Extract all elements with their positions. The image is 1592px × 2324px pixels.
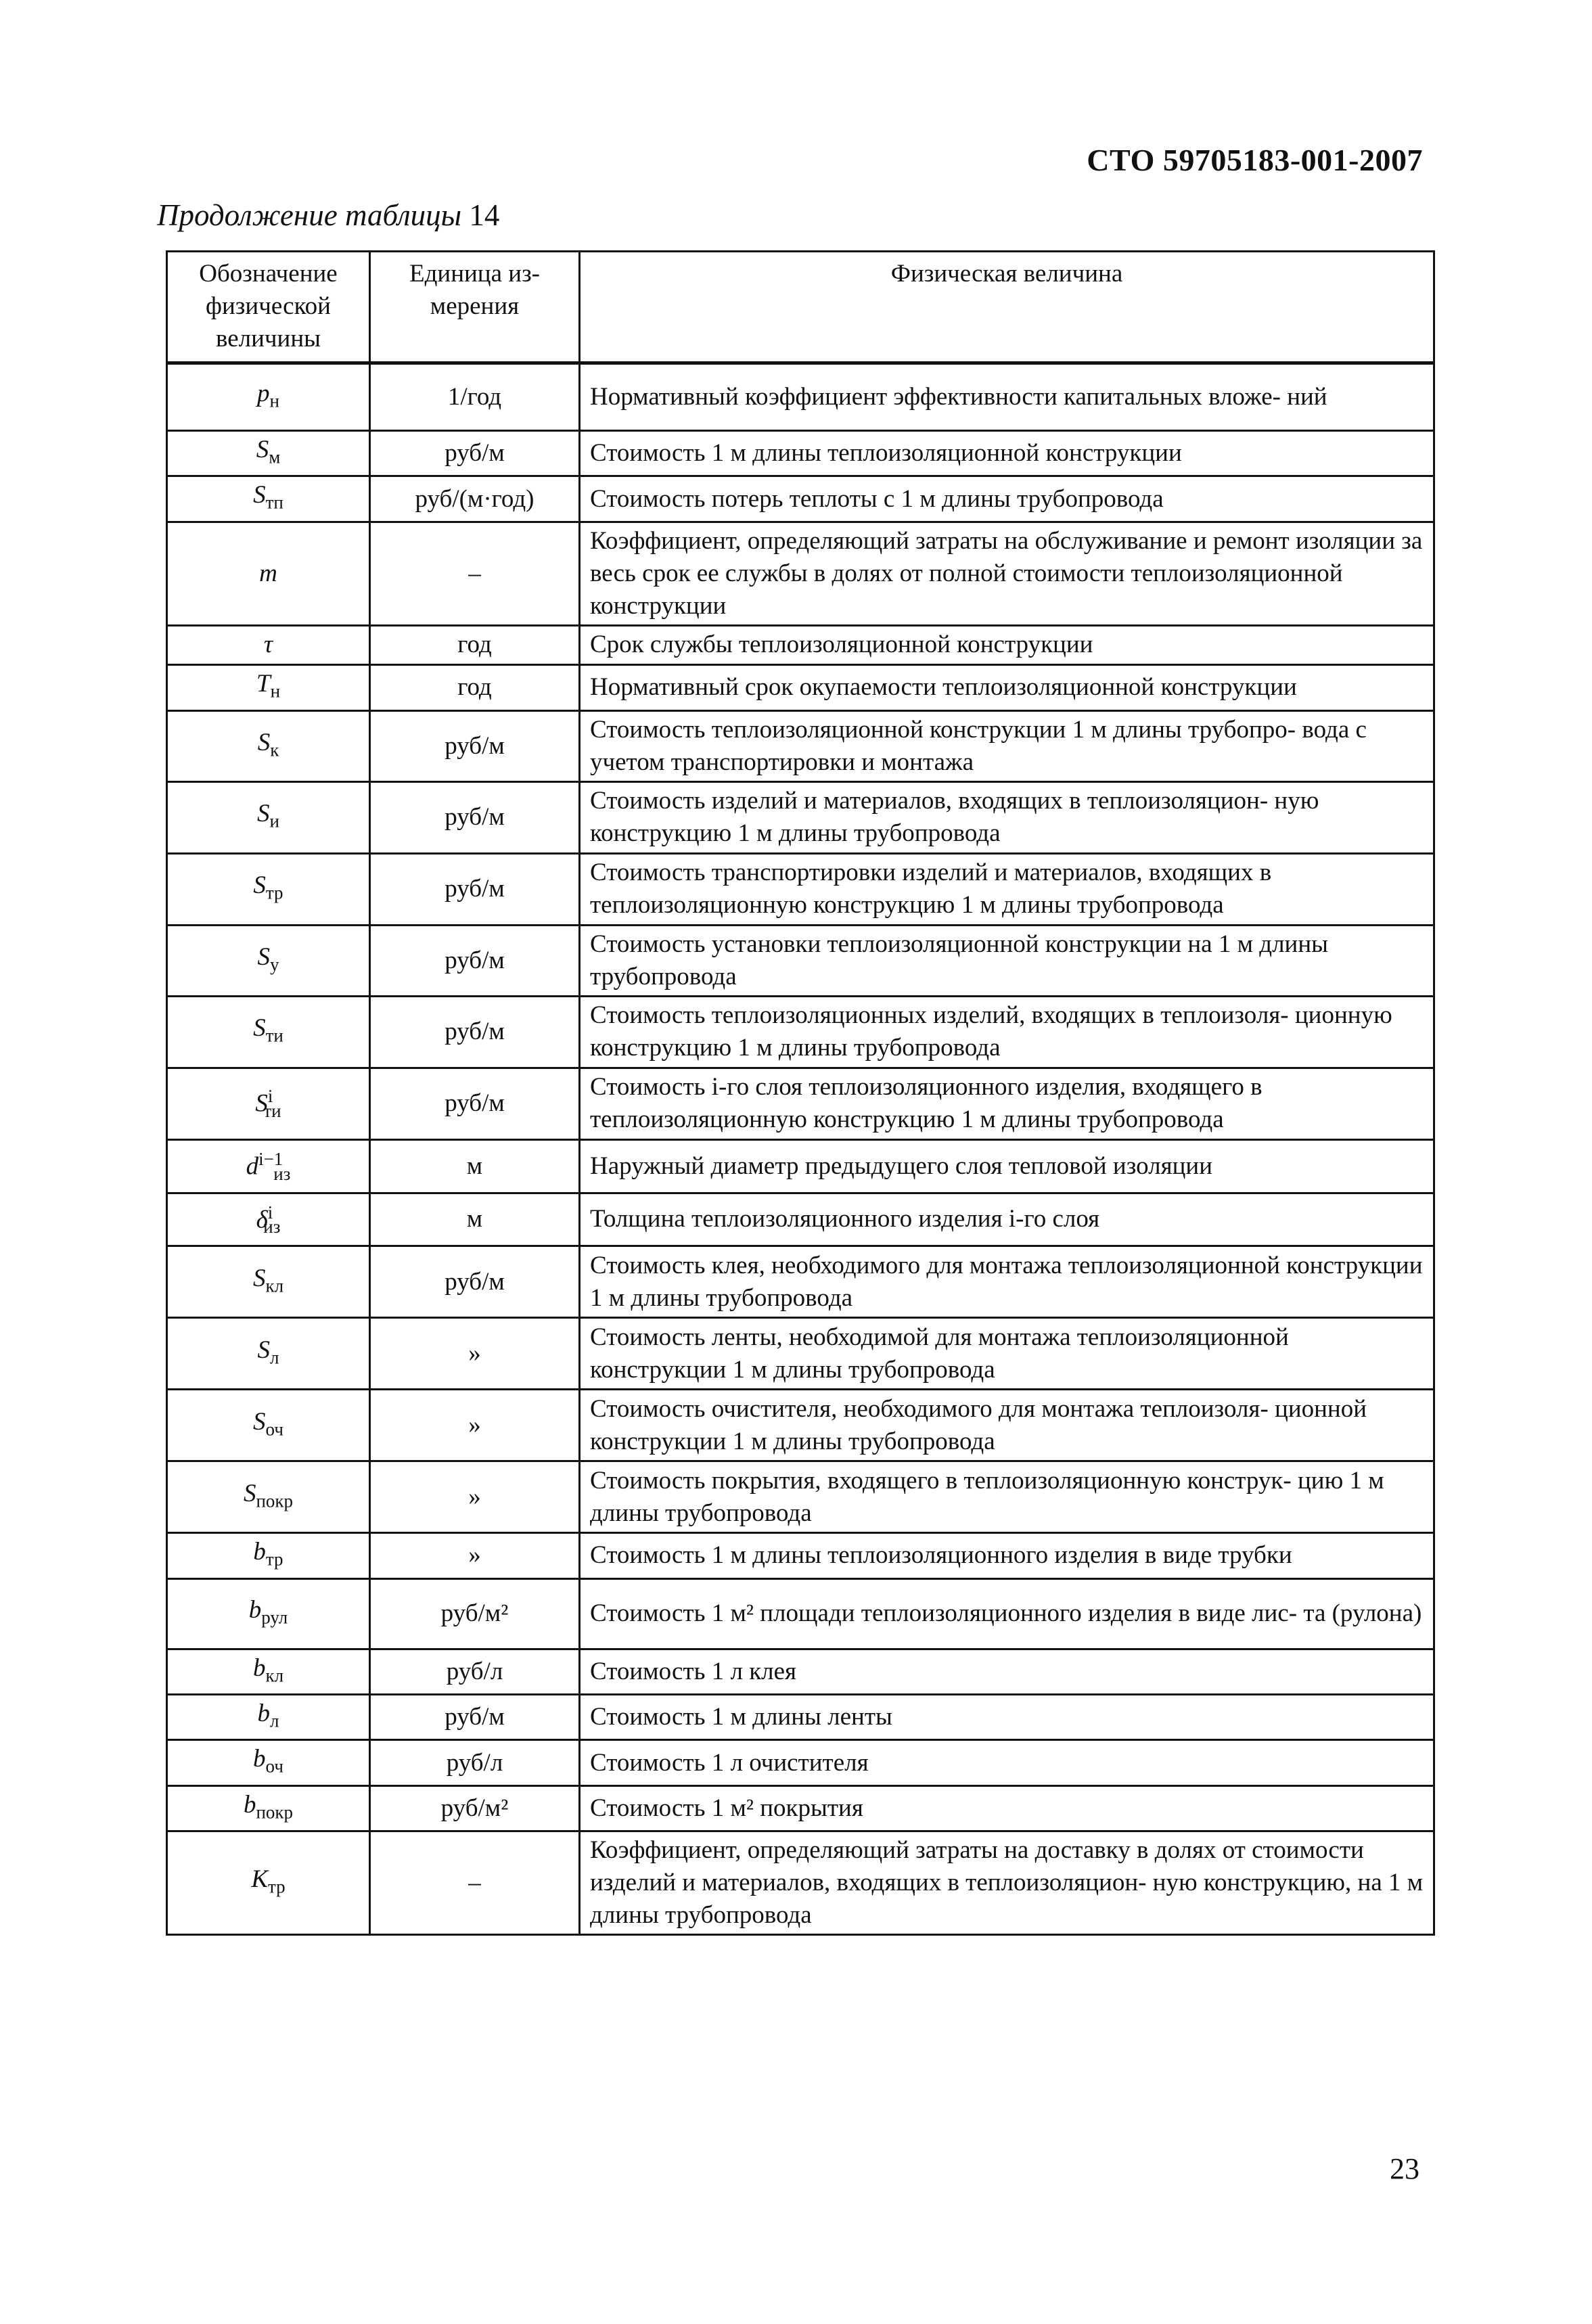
cell-unit: » xyxy=(370,1533,580,1578)
cell-symbol xyxy=(167,1649,370,1694)
cell-unit: » xyxy=(370,1318,580,1390)
cell-description: Стоимость 1 м² покрытия xyxy=(580,1785,1434,1831)
cell-symbol xyxy=(167,925,370,996)
symbol-subscript: кл xyxy=(265,1275,284,1296)
document-code: СТО 59705183-001-2007 xyxy=(1087,143,1423,177)
cell-unit: руб/м xyxy=(370,1068,580,1139)
table-body xyxy=(167,363,1434,1935)
table-row xyxy=(167,1390,1434,1461)
cell-symbol xyxy=(167,1533,370,1578)
cell-description: Стоимость очистителя, необходимого для монтажа теплоизоля- ционной конструкции 1 м длины трубопровода xyxy=(580,1390,1434,1461)
cell-symbol xyxy=(167,1578,370,1649)
symbol-subscript: из xyxy=(263,1216,281,1237)
table-row xyxy=(167,710,1434,781)
cell-unit: руб/м xyxy=(370,431,580,476)
symbol-base: S xyxy=(243,1479,256,1507)
cell-unit: руб/(м·год) xyxy=(370,476,580,522)
page-number: 23 xyxy=(1390,2152,1419,2185)
cell-description: Толщина теплоизоляционного изделия i-го слоя xyxy=(580,1193,1434,1246)
cell-symbol xyxy=(167,476,370,522)
symbol-subscript: кл xyxy=(265,1665,284,1685)
cell-unit: руб/м xyxy=(370,1246,580,1318)
cell-description: Стоимость потерь теплоты с 1 м длины трубопровода xyxy=(580,476,1434,522)
cell-symbol xyxy=(167,1740,370,1785)
table-row xyxy=(167,781,1434,853)
table-header-row xyxy=(167,252,1434,363)
cell-unit: руб/м xyxy=(370,710,580,781)
table-caption xyxy=(157,198,499,233)
symbol-subscript: покр xyxy=(256,1802,294,1823)
symbol-subscript: тр xyxy=(265,1549,283,1570)
cell-description: Стоимость клея, необходимого для монтажа теплоизоляционной конструкции 1 м длины трубопровода xyxy=(580,1246,1434,1318)
symbol-base: K xyxy=(251,1865,269,1893)
cell-unit: руб/м² xyxy=(370,1578,580,1649)
symbol-superscript: i xyxy=(267,1202,273,1223)
cell-symbol xyxy=(167,1193,370,1246)
table-row xyxy=(167,925,1434,996)
table-row xyxy=(167,1649,1434,1694)
cell-symbol xyxy=(167,853,370,925)
cell-unit: м xyxy=(370,1193,580,1246)
cell-description: Стоимость 1 м длины ленты xyxy=(580,1695,1434,1740)
symbol-base: b xyxy=(253,1745,266,1773)
table-row xyxy=(167,1578,1434,1649)
cell-description: Стоимость установки теплоизоляционной конструкции на 1 м длины трубопровода xyxy=(580,925,1434,996)
column-header-symbol: Обозначение физической величины xyxy=(167,252,370,363)
symbol-subscript: из xyxy=(273,1163,291,1184)
cell-unit: год xyxy=(370,625,580,664)
symbol-subscript: у xyxy=(270,953,279,974)
cell-symbol xyxy=(167,363,370,431)
column-header-unit: Единица из- мерения xyxy=(370,252,580,363)
symbol-subscript: к xyxy=(270,739,279,760)
cell-unit: руб/м xyxy=(370,996,580,1068)
caption-text: Продолжение таблицы xyxy=(157,198,462,232)
cell-description: Стоимость ленты, необходимой для монтажа теплоизоляционной конструкции 1 м длины трубопровода xyxy=(580,1318,1434,1390)
table-row xyxy=(167,664,1434,710)
symbol-base: S xyxy=(255,1089,268,1118)
cell-symbol xyxy=(167,1390,370,1461)
cell-unit: руб/м xyxy=(370,925,580,996)
cell-unit: руб/м xyxy=(370,1695,580,1740)
symbol-base: S xyxy=(253,871,266,900)
cell-symbol xyxy=(167,1318,370,1390)
table-row xyxy=(167,1139,1434,1193)
cell-unit: руб/м² xyxy=(370,1785,580,1831)
table-row xyxy=(167,1740,1434,1785)
cell-symbol xyxy=(167,781,370,853)
symbol-base: S xyxy=(253,1407,266,1436)
symbol-base: b xyxy=(248,1595,262,1624)
symbol-base: S xyxy=(257,942,270,971)
symbol-base: S xyxy=(253,1014,266,1043)
symbol-subscript: л xyxy=(270,1346,279,1367)
cell-description: Стоимость 1 м длины теплоизоляционной конструкции xyxy=(580,431,1434,476)
table-row xyxy=(167,431,1434,476)
symbol-base: δ xyxy=(256,1205,268,1233)
table-row xyxy=(167,853,1434,925)
table-row xyxy=(167,522,1434,625)
symbol-base: S xyxy=(253,481,266,509)
symbol-subscript: ти xyxy=(265,1025,283,1046)
cell-symbol xyxy=(167,1831,370,1935)
symbol-base: m xyxy=(259,559,277,587)
cell-unit: год xyxy=(370,664,580,710)
cell-symbol xyxy=(167,431,370,476)
symbol-subscript: и xyxy=(269,811,279,831)
cell-unit: – xyxy=(370,522,580,625)
cell-symbol xyxy=(167,1068,370,1139)
cell-unit: руб/л xyxy=(370,1740,580,1785)
symbol-base: b xyxy=(252,1654,266,1682)
symbol-subscript: покр xyxy=(256,1490,294,1511)
symbol-subscript: рул xyxy=(261,1607,288,1628)
table-row xyxy=(167,1318,1434,1390)
cell-unit: руб/м xyxy=(370,853,580,925)
table-row xyxy=(167,1695,1434,1740)
cell-description: Стоимость транспортировки изделий и материалов, входящих в теплоизоляционную конструкцию 1 м длины трубопровода xyxy=(580,853,1434,925)
table-row xyxy=(167,476,1434,522)
table-row xyxy=(167,1831,1434,1935)
cell-unit: руб/л xyxy=(370,1649,580,1694)
cell-description: Нормативный срок окупаемости теплоизоляционной конструкции xyxy=(580,664,1434,710)
cell-description: Срок службы теплоизоляционной конструкции xyxy=(580,625,1434,664)
cell-description: Коэффициент, определяющий затраты на обслуживание и ремонт изоляции за весь срок ее службы в долях от полной стоимости теплоизоляционной конструкции xyxy=(580,522,1434,625)
symbol-base: τ xyxy=(263,631,273,659)
table-row xyxy=(167,1785,1434,1831)
symbol-subscript: оч xyxy=(265,1756,283,1777)
symbol-superscript: i xyxy=(267,1086,273,1107)
cell-unit: » xyxy=(370,1461,580,1533)
cell-description: Стоимость 1 л очистителя xyxy=(580,1740,1434,1785)
symbol-subscript: ти xyxy=(263,1101,281,1122)
cell-unit: » xyxy=(370,1390,580,1461)
symbol-base: b xyxy=(243,1790,256,1819)
cell-description: Стоимость теплоизоляционных изделий, входящих в теплоизоля- ционную конструкцию 1 м длины трубопровода xyxy=(580,996,1434,1068)
cell-unit: – xyxy=(370,1831,580,1935)
cell-description: Коэффициент, определяющий затраты на доставку в долях от стоимости изделий и материалов, входящих в теплоизоляцион- ную конструкцию, на 1 м длины трубопровода xyxy=(580,1831,1434,1935)
symbol-base: T xyxy=(256,670,271,698)
symbol-subscript: оч xyxy=(265,1418,283,1439)
symbol-base: p xyxy=(257,379,270,407)
cell-description: Стоимость i-го слоя теплоизоляционного изделия, входящего в теплоизоляционную конструкцию 1 м длины трубопровода xyxy=(580,1068,1434,1139)
cell-symbol xyxy=(167,1246,370,1318)
cell-symbol xyxy=(167,664,370,710)
symbol-subscript: м xyxy=(269,447,281,468)
cell-unit: 1/год xyxy=(370,363,580,431)
cell-symbol xyxy=(167,625,370,664)
cell-symbol xyxy=(167,996,370,1068)
cell-description: Наружный диаметр предыдущего слоя тепловой изоляции xyxy=(580,1139,1434,1193)
symbol-subscript: тр xyxy=(265,882,283,903)
cell-symbol xyxy=(167,1139,370,1193)
table-row xyxy=(167,1533,1434,1578)
cell-symbol xyxy=(167,1785,370,1831)
cell-unit: м xyxy=(370,1139,580,1193)
table-row xyxy=(167,1461,1434,1533)
cell-symbol xyxy=(167,1461,370,1533)
cell-description: Стоимость 1 л клея xyxy=(580,1649,1434,1694)
symbols-table xyxy=(166,250,1435,1936)
cell-unit: руб/м xyxy=(370,781,580,853)
caption-table-number: 14 xyxy=(469,198,500,232)
symbol-base: b xyxy=(257,1700,270,1727)
symbol-superscript: i−1 xyxy=(258,1148,283,1169)
table-row xyxy=(167,1246,1434,1318)
symbol-subscript: тр xyxy=(268,1876,286,1897)
cell-symbol xyxy=(167,1695,370,1740)
cell-description: Стоимость 1 м² площади теплоизоляционного изделия в виде лис- та (рулона) xyxy=(580,1578,1434,1649)
table-row xyxy=(167,625,1434,664)
symbol-base: S xyxy=(257,1336,270,1364)
cell-description: Стоимость теплоизоляционной конструкции 1 м длины трубопро- вода с учетом транспортировки и монтажа xyxy=(580,710,1434,781)
table-row xyxy=(167,996,1434,1068)
symbol-subscript: л xyxy=(270,1710,279,1731)
cell-description: Стоимость изделий и материалов, входящих в теплоизоляцион- ную конструкцию 1 м длины трубопровода xyxy=(580,781,1434,853)
symbol-base: d xyxy=(246,1152,259,1181)
cell-description: Нормативный коэффициент эффективности капитальных вложе- ний xyxy=(580,363,1434,431)
table-row xyxy=(167,1068,1434,1139)
symbol-base: S xyxy=(256,436,269,463)
cell-description: Стоимость 1 м длины теплоизоляционного изделия в виде трубки xyxy=(580,1533,1434,1578)
table-row xyxy=(167,1193,1434,1246)
symbol-base: S xyxy=(252,1264,266,1292)
symbol-base: S xyxy=(257,800,270,828)
symbol-subscript: тп xyxy=(265,492,283,513)
symbol-base: b xyxy=(253,1538,266,1566)
column-header-quantity: Физическая величина xyxy=(580,252,1434,363)
cell-symbol xyxy=(167,522,370,625)
symbol-base: S xyxy=(257,728,271,756)
table-row xyxy=(167,363,1434,431)
cell-symbol xyxy=(167,710,370,781)
symbol-subscript: н xyxy=(269,390,279,411)
cell-description: Стоимость покрытия, входящего в теплоизоляционную конструк- цию 1 м длины трубопровода xyxy=(580,1461,1434,1533)
symbol-subscript: н xyxy=(270,681,281,702)
